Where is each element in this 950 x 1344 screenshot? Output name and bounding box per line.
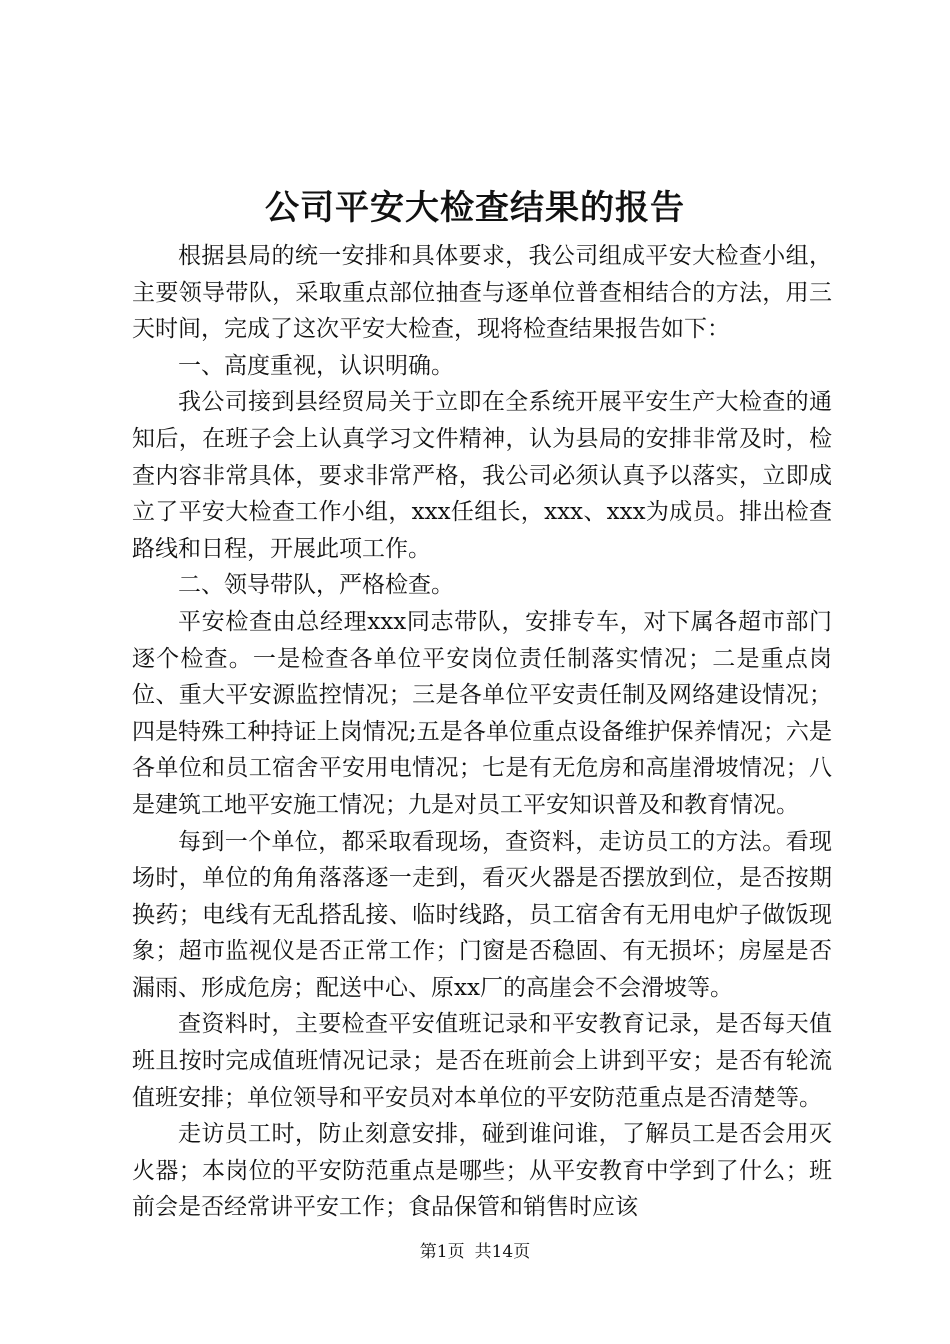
section-heading-1: 一、高度重视，认识明确。 <box>178 352 454 379</box>
paragraph: 平安检查由总经理xxx同志带队，安排专车，对下属各超市部门逐个检查。一是检查各单位平安岗位责任制落实情况；二是重点岗位、重大平安源监控情况；三是各单位平安责任制及网络建设情况；四是特殊工种持证上岗情况;五是各单位重点设备维护保养情况；六是各单位和员工宿舍平安用电情况；七是有无危房和高崖滑坡情况；八是建筑工地平安施工情况；九是对员工平安知识普及和教育情况。 <box>132 608 832 818</box>
page-number: 第1页 <box>419 1242 465 1262</box>
page-total: 共14页 <box>474 1242 531 1262</box>
paragraph: 每到一个单位，都采取看现场，查资料，走访员工的方法。看现场时，单位的角角落落逐一走到，看灭火器是否摆放到位，是否按期换药；电线有无乱搭乱接、临时线路，员工宿舍有无用电炉子做饭现象；超市监视仪是否正常工作；门窗是否稳固、有无损坏；房屋是否漏雨、形成危房；配送中心、原xx厂的高崖会不会滑坡等。 <box>132 828 832 1001</box>
document-body <box>132 238 832 1226</box>
paragraph-intro: 根据县局的统一安排和具体要求，我公司组成平安大检查小组，主要领导带队，采取重点部位抽查与逐单位普查相结合的方法，用三天时间，完成了这次平安大检查，现将检查结果报告如下： <box>132 243 832 343</box>
paragraph: 走访员工时，防止刻意安排，碰到谁问谁，了解员工是否会用灭火器；本岗位的平安防范重点是哪些；从平安教育中学到了什么；班前会是否经常讲平安工作；食品保管和销售时应该 <box>132 1121 832 1221</box>
paragraph: 查资料时，主要检查平安值班记录和平安教育记录，是否每天值班且按时完成值班情况记录；是否在班前会上讲到平安；是否有轮流值班安排；单位领导和平安员对本单位的平安防范重点是否清楚等。 <box>132 1011 832 1111</box>
section-heading-2: 二、领导带队，严格检查。 <box>178 572 454 599</box>
paragraph: 我公司接到县经贸局关于立即在全系统开展平安生产大检查的通知后，在班子会上认真学习文件精神，认为县局的安排非常及时，检查内容非常具体，要求非常严格，我公司必须认真予以落实，立即成立了平安大检查工作小组，xxx任组长，xxx、xxx为成员。排出检查路线和日程，开展此项工作。 <box>132 389 832 562</box>
document-title: 公司平安大检查结果的报告 <box>265 188 685 228</box>
page-footer <box>0 1240 950 1264</box>
